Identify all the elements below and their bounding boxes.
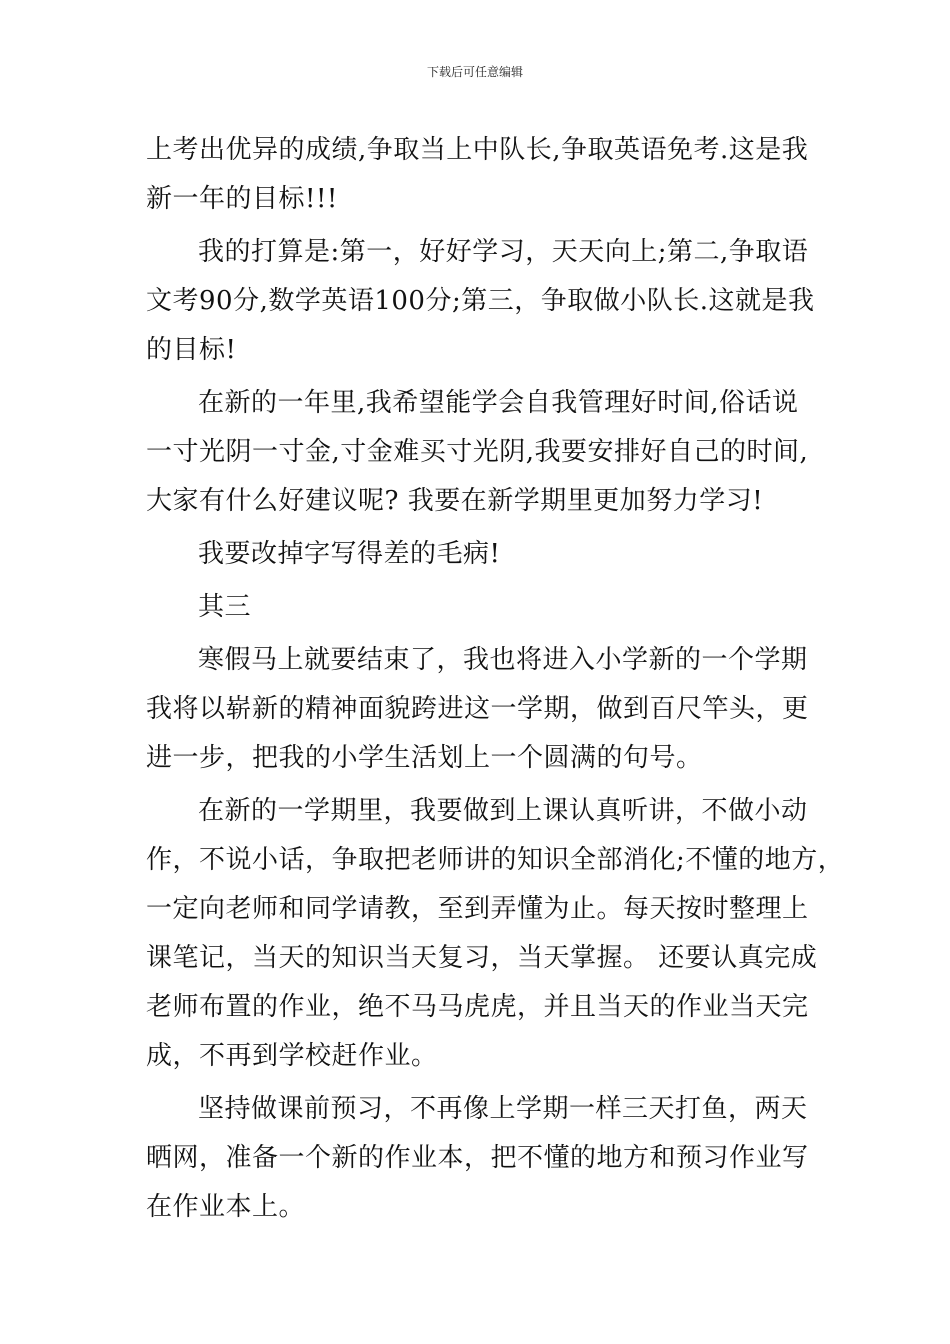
paragraph (146, 583, 816, 632)
paragraph (146, 1085, 816, 1232)
text-line: 在新的一学期里，我要做到上课认真听讲，不做小动 (198, 796, 808, 826)
text-line: 一定向老师和同学请教，至到弄懂为止。每天按时整理上 (146, 894, 809, 924)
page-header: 下载后可任意编辑 (426, 65, 523, 79)
paragraph (146, 787, 845, 1081)
paragraph (146, 636, 816, 783)
text-line: 我的打算是:第一，好好学习，天天向上;第二,争取语 (198, 237, 809, 267)
text-line: 在作业本上。 (146, 1192, 306, 1222)
text-line: 老师布置的作业，绝不马马虎虎，并且当天的作业当天完 (146, 992, 809, 1022)
text-line: 进一步，把我的小学生活划上一个圆满的句号。 (146, 743, 703, 773)
paragraph (146, 530, 816, 579)
text-line: 坚持做课前预习，不再像上学期一样三天打鱼，两天 (198, 1094, 808, 1124)
text-line: 课笔记，当天的知识当天复习，当天掌握。 还要认真完成 (146, 943, 818, 973)
text-line: 晒网，准备一个新的作业本，把不懂的地方和预习作业写 (146, 1143, 809, 1173)
text-line: 上考出优异的成绩,争取当上中队长,争取英语免考.这是我 (146, 135, 809, 165)
paragraph (146, 126, 816, 224)
text-line: 我将以崭新的精神面貌跨进这一学期，做到百尺竿头，更 (146, 694, 809, 724)
text-line: 的目标! (146, 335, 237, 365)
text-line: 作，不说小话，争取把老师讲的知识全部消化;不懂的地方， (146, 845, 845, 875)
paragraph (146, 228, 816, 375)
paragraph (146, 379, 816, 526)
text-line: 我要改掉字写得差的毛病! (198, 539, 501, 569)
text-line: 新一年的目标!!! (146, 184, 338, 214)
text-line: 文考90分,数学英语100分;第三，争取做小队长.这就是我 (146, 286, 815, 316)
text-line: 成，不再到学校赶作业。 (146, 1041, 438, 1071)
text-line: 其三 (198, 592, 252, 622)
text-line: 寒假马上就要结束了，我也将进入小学新的一个学期 (198, 645, 808, 675)
document-body (146, 126, 845, 1236)
text-line: 一寸光阴一寸金,寸金难买寸光阴,我要安排好自己的时间, (146, 437, 809, 467)
text-line: 大家有什么好建议呢? 我要在新学期里更加努力学习! (146, 486, 764, 516)
text-line: 在新的一年里,我希望能学会自我管理好时间,俗话说 (198, 388, 799, 418)
